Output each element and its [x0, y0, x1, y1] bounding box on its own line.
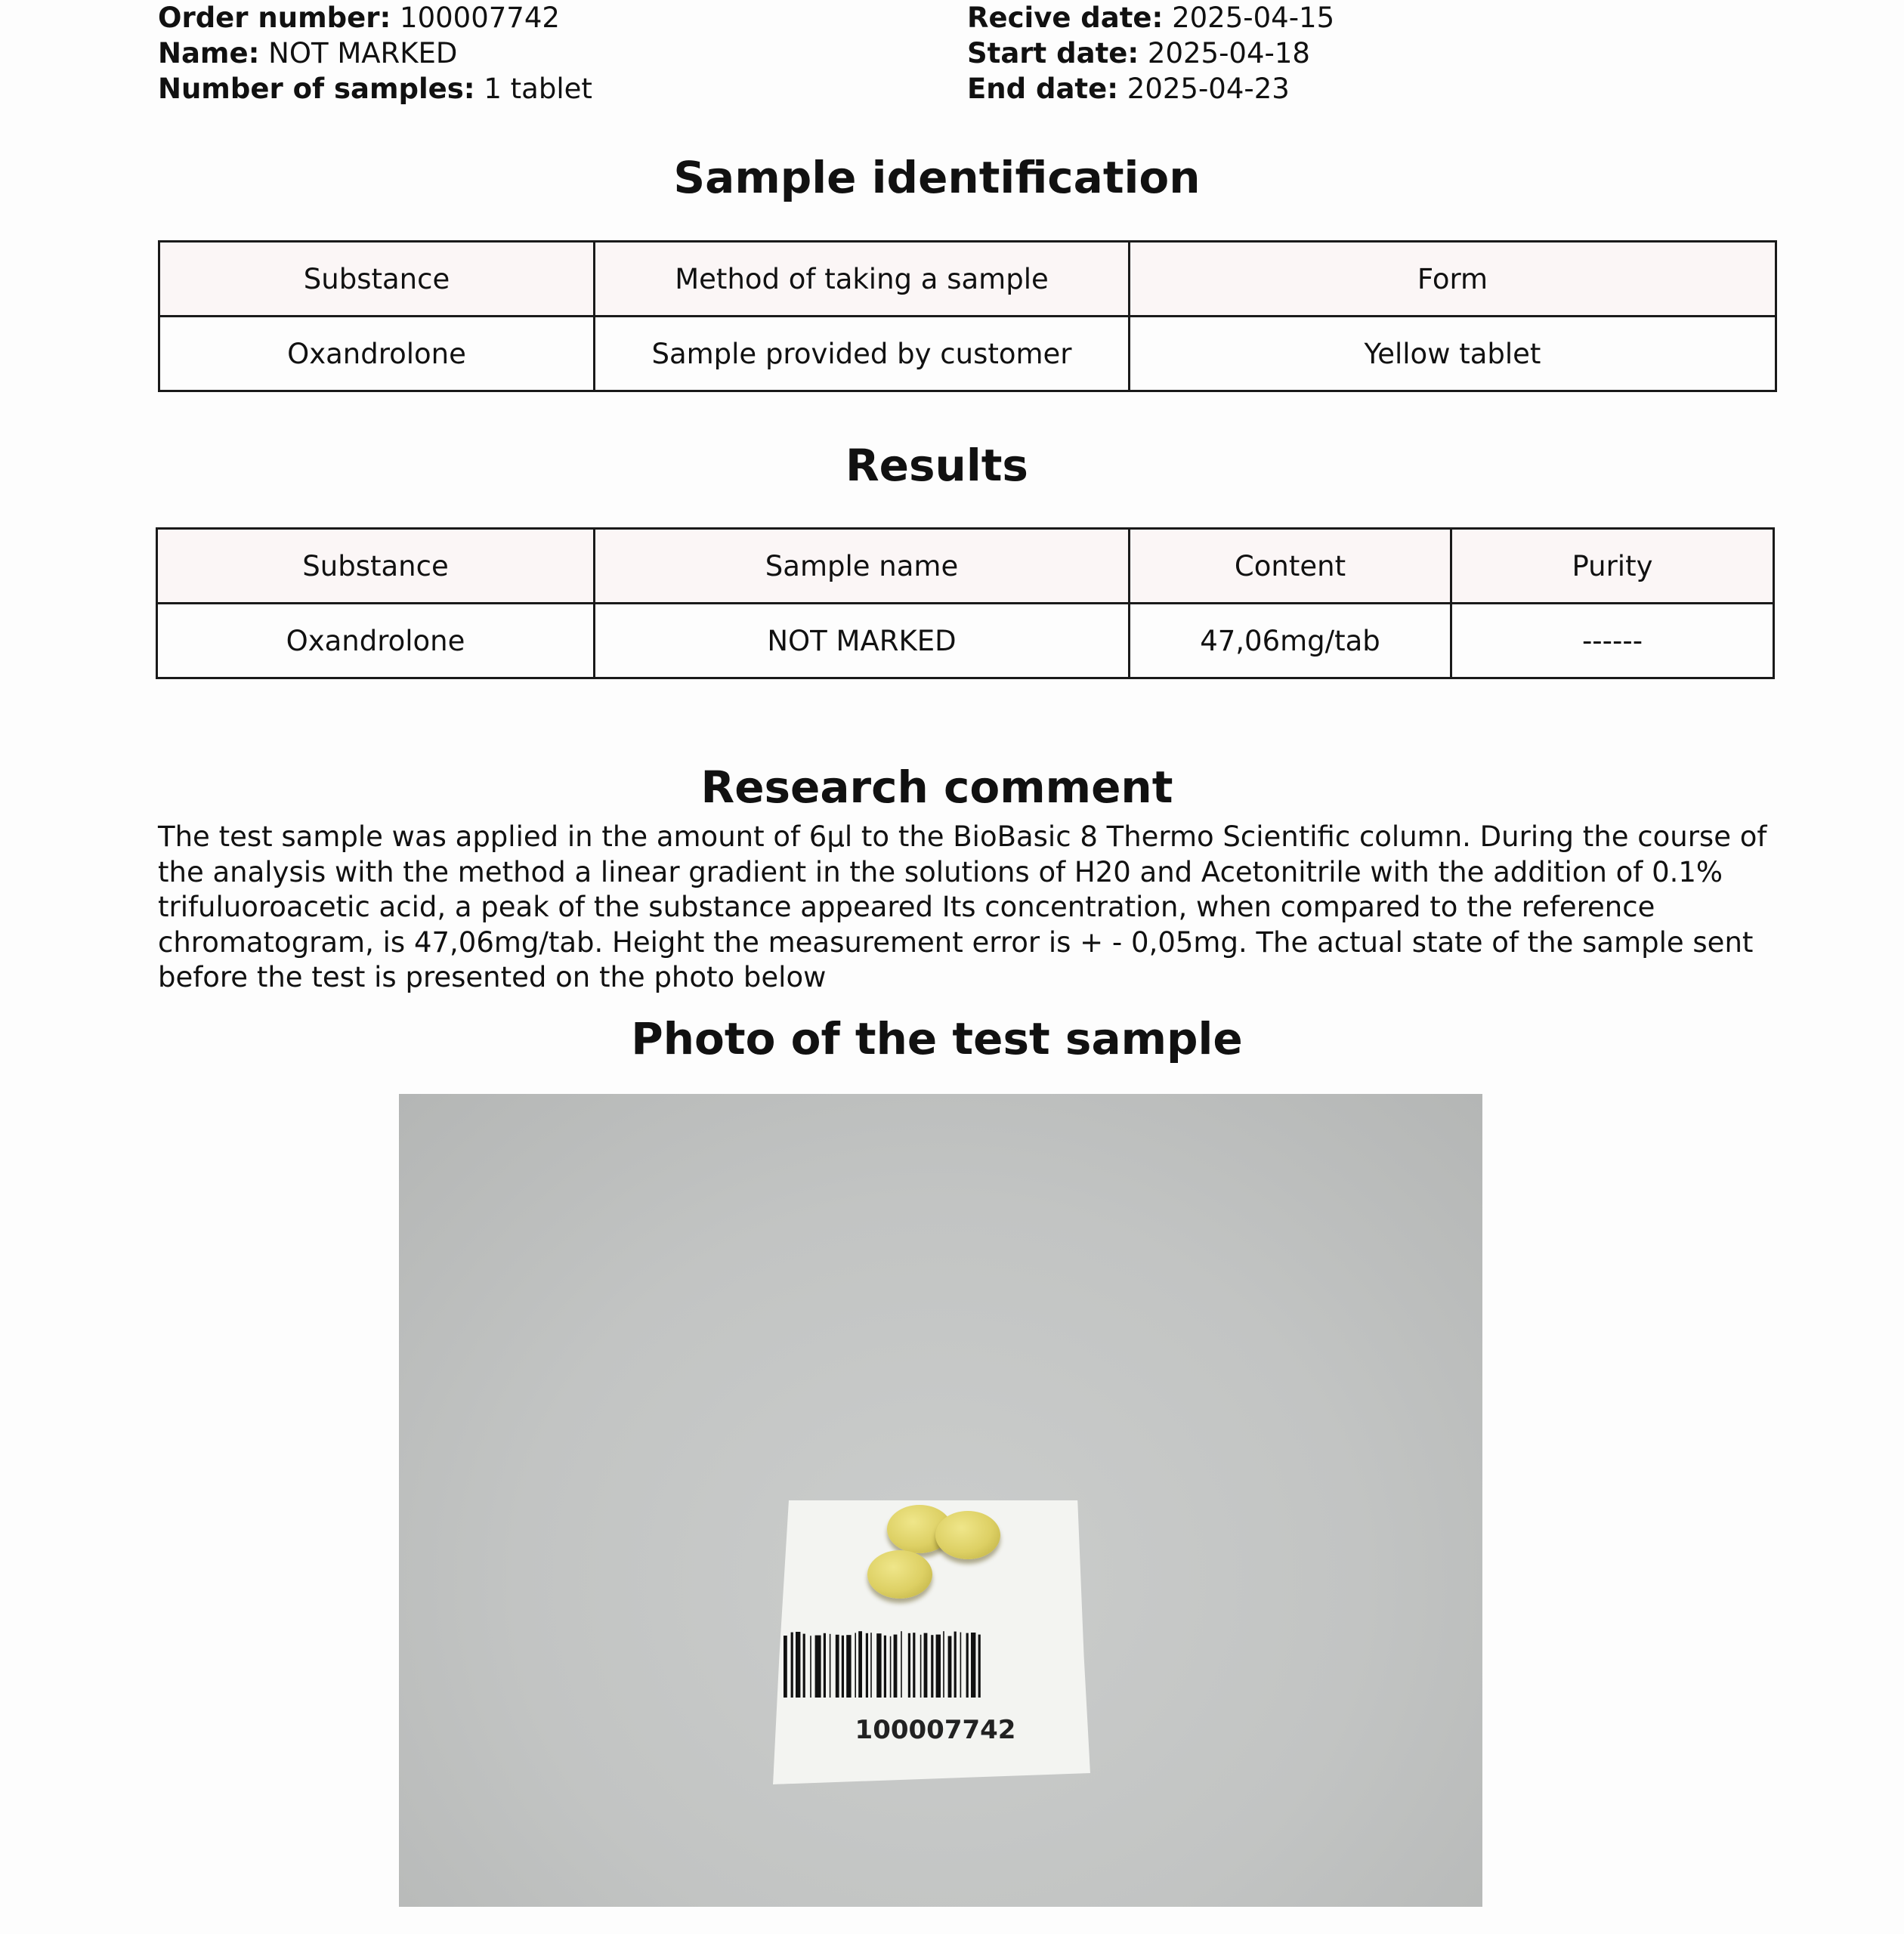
barcode-bar	[810, 1636, 811, 1698]
barcode-bar	[894, 1635, 898, 1698]
barcode-bar	[855, 1633, 856, 1698]
table-cell: Yellow tablet	[1130, 317, 1776, 391]
order-info-right	[967, 0, 1334, 107]
barcode-bar	[936, 1635, 941, 1698]
photo-title: Photo of the test sample	[631, 1013, 1243, 1064]
table-row	[157, 604, 1774, 678]
header-cell: Sample name	[595, 529, 1130, 604]
end-date-label: End date:	[967, 73, 1119, 105]
name-value: NOT MARKED	[268, 37, 458, 70]
barcode-bar	[803, 1634, 805, 1698]
receive-date-row	[967, 0, 1334, 36]
barcode-bar	[858, 1631, 862, 1698]
start-date-label: Start date:	[967, 37, 1139, 70]
results-table	[156, 527, 1775, 679]
barcode-bar	[890, 1636, 892, 1698]
header-cell: Method of taking a sample	[595, 242, 1130, 317]
header-cell: Form	[1130, 242, 1776, 317]
barcode-bar	[920, 1635, 922, 1698]
barcode-bar	[870, 1633, 872, 1698]
research-comment-title: Research comment	[700, 762, 1173, 813]
header-cell: Substance	[157, 529, 595, 604]
barcode-bar	[943, 1631, 944, 1698]
table-cell: Oxandrolone	[157, 604, 595, 678]
barcode-bar	[971, 1633, 975, 1698]
table-cell: ------	[1451, 604, 1774, 678]
barcode-bar	[784, 1636, 787, 1698]
order-number-row	[158, 0, 592, 36]
barcode-bar	[901, 1631, 902, 1698]
barcode-bar	[908, 1633, 910, 1698]
header-cell: Substance	[159, 242, 595, 317]
end-date-row	[967, 71, 1334, 107]
name-label: Name:	[158, 37, 260, 70]
barcode-bar	[931, 1635, 933, 1698]
barcode-bar	[948, 1636, 952, 1698]
samples-count-label: Number of samples:	[158, 73, 475, 105]
yellow-tablet	[935, 1511, 1000, 1559]
end-date-value: 2025-04-23	[1127, 73, 1290, 105]
table-header-row	[157, 529, 1774, 604]
yellow-tablet	[867, 1550, 932, 1599]
order-info-left	[158, 0, 592, 107]
table-cell: Sample provided by customer	[595, 317, 1130, 391]
barcode-bar	[954, 1632, 957, 1698]
barcode-bar	[796, 1632, 800, 1698]
table-cell: NOT MARKED	[595, 604, 1130, 678]
sample-photo	[399, 1094, 1482, 1907]
receive-date-value: 2025-04-15	[1172, 2, 1335, 34]
research-comment-text: The test sample was applied in the amount of 6µl to the BioBasic 8 Thermo Scientific column. During the course of the analysis with the method a linear gradient in the solutions of H20 and Acetonitrile with the addition of 0.1% trifuluoroacetic acid, a peak of the substance appeared Its concentration, when compared to the reference chromatogram, is 47,06mg/tab. Height the measurement error is + - 0,05mg. The actual state of the sample sent before the test is presented on the photo below	[158, 820, 1767, 993]
barcode-bar	[876, 1633, 881, 1698]
name-row	[158, 36, 592, 71]
barcode-bar	[815, 1636, 821, 1698]
barcode-bar	[830, 1634, 831, 1698]
receive-date-label: Recive date:	[967, 2, 1164, 34]
table-cell: 47,06mg/tab	[1130, 604, 1451, 678]
table-cell: Oxandrolone	[159, 317, 595, 391]
barcode-image	[779, 1627, 1081, 1702]
samples-count-row	[158, 71, 592, 107]
barcode-bar	[846, 1635, 851, 1698]
barcode-bar	[884, 1636, 886, 1698]
barcode-bar	[842, 1636, 844, 1698]
barcode-bar	[924, 1633, 928, 1698]
samples-count-value: 1 tablet	[484, 73, 592, 105]
barcode-bar	[836, 1635, 839, 1698]
sample-identification-title: Sample identification	[673, 152, 1201, 203]
barcode-bar	[824, 1633, 826, 1698]
barcode-bar	[913, 1633, 915, 1698]
table-row	[159, 317, 1776, 391]
order-number-label: Order number:	[158, 2, 391, 34]
barcode-bar	[960, 1633, 962, 1698]
sample-identification-table	[158, 240, 1777, 392]
barcode-bar	[791, 1633, 793, 1698]
header-cell: Content	[1130, 529, 1451, 604]
table-header-row	[159, 242, 1776, 317]
barcode-bar	[866, 1633, 868, 1698]
barcode-bar	[978, 1635, 981, 1698]
header-cell: Purity	[1451, 529, 1774, 604]
results-title: Results	[845, 440, 1028, 491]
start-date-value: 2025-04-18	[1147, 37, 1310, 70]
barcode-bar	[966, 1633, 969, 1698]
order-number-value: 100007742	[400, 2, 560, 34]
start-date-row	[967, 36, 1334, 71]
barcode-number: 100007742	[855, 1715, 1016, 1745]
